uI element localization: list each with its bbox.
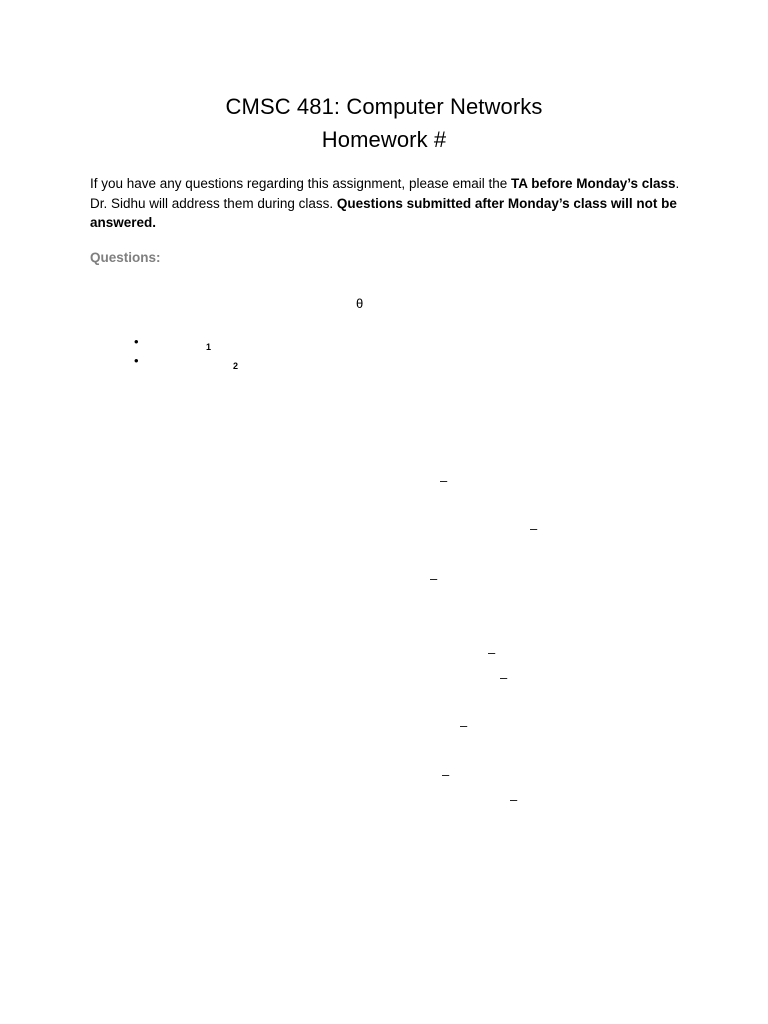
dash-mark: – (442, 767, 450, 782)
bullet-2: • (134, 353, 139, 368)
dash-mark: – (430, 571, 438, 586)
dash-mark: – (488, 645, 496, 660)
bullet-1: • (134, 334, 139, 349)
intro-text-1: If you have any questions regarding this assignment, please email the (90, 176, 511, 191)
intro-bold-1: TA before Monday’s class (511, 176, 676, 191)
homework-title: Homework # (321, 127, 447, 152)
dash-mark: – (500, 670, 508, 685)
dash-mark: – (460, 718, 468, 733)
course-title: CMSC 481: Computer Networks (225, 94, 543, 119)
intro-bold-2: Questions submitted after Monday’s class will not be answered. (90, 195, 677, 230)
dash-mark: – (510, 792, 518, 807)
questions-heading: Questions: (90, 250, 161, 265)
dash-mark: – (530, 521, 538, 536)
intro-paragraph (90, 174, 680, 233)
intro-text-2: . Dr. Sidhu will address them during class. (90, 176, 680, 211)
theta-symbol: θ (356, 296, 364, 311)
subscript-2: 2 (233, 361, 239, 371)
dash-mark: – (440, 473, 448, 488)
subscript-1: 1 (206, 342, 212, 352)
